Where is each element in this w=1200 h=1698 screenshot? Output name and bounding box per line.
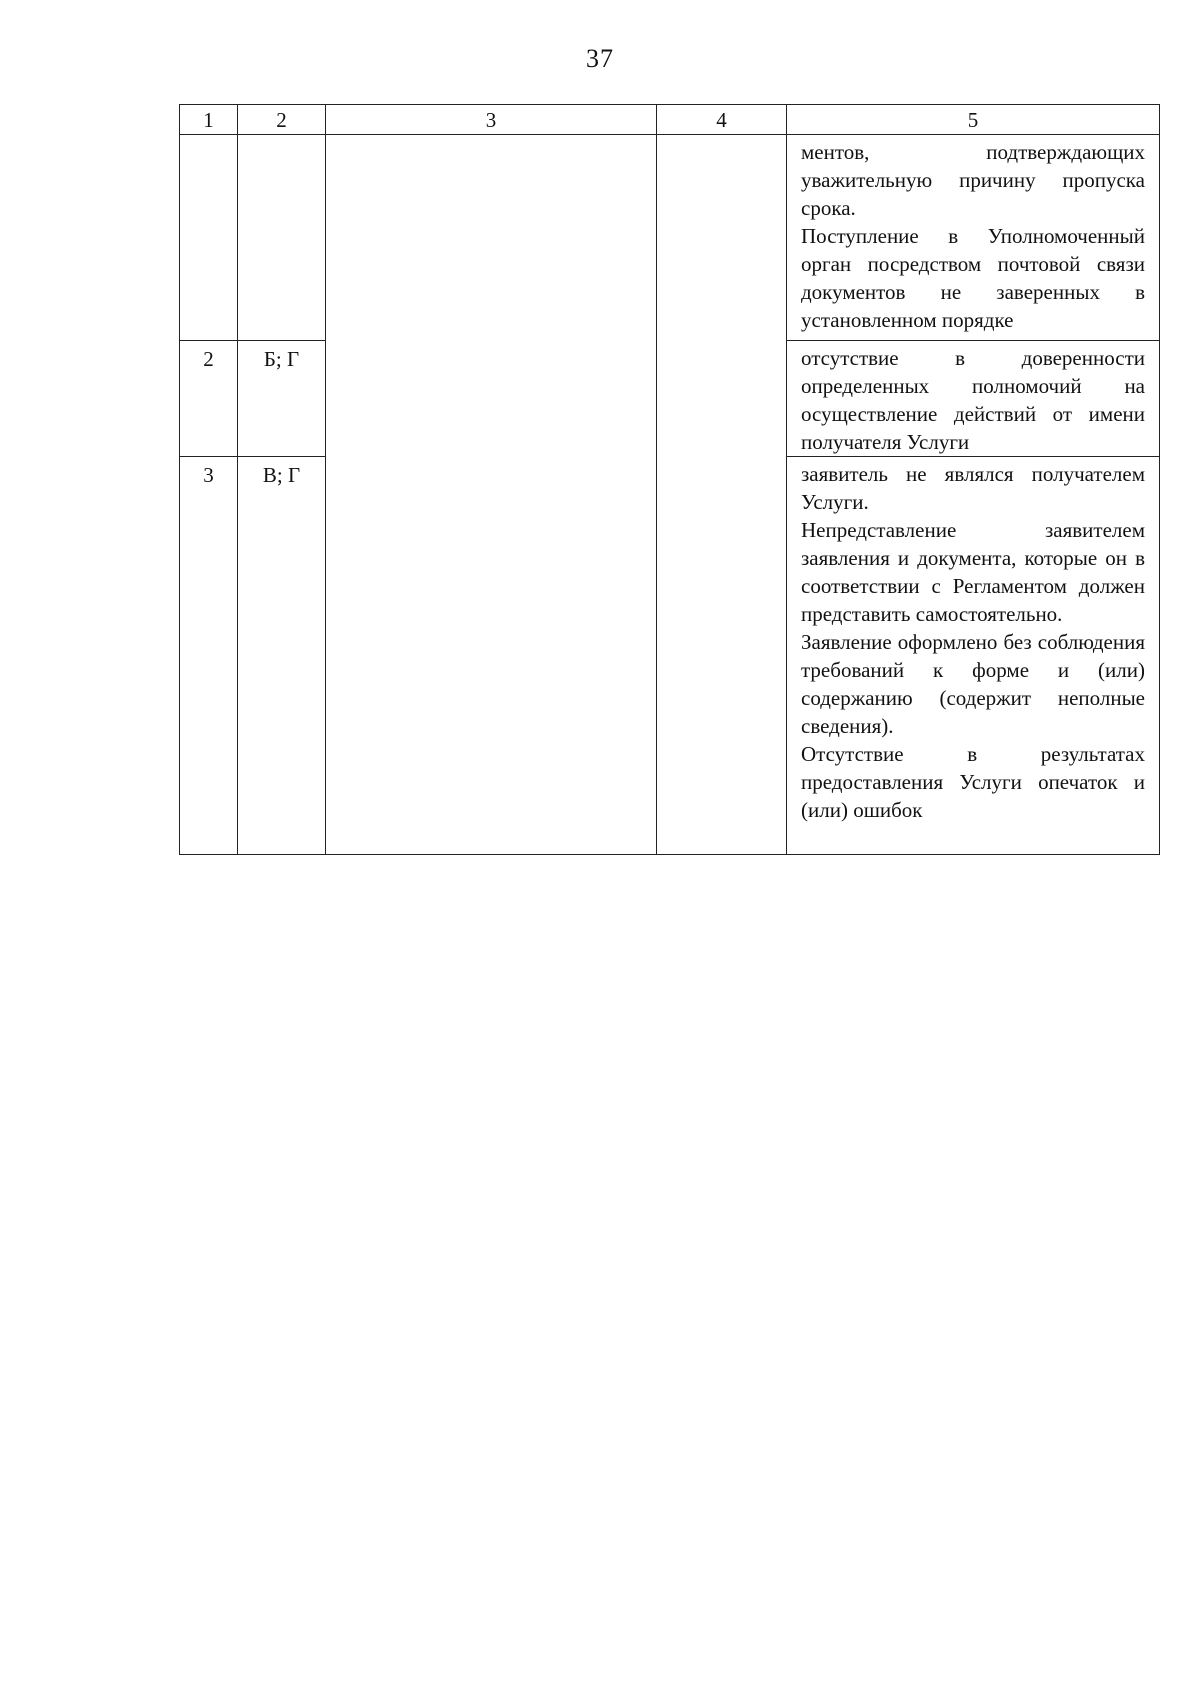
row-3-text-4: Отсутствие в результатах предоставления Услуги опечаток и (или) ошибок [801, 742, 1145, 822]
row-2-col-1: 2 [180, 341, 238, 457]
table-row [180, 135, 1160, 341]
row-1-col-1 [180, 135, 238, 341]
table-header-row [180, 105, 1160, 135]
row-1-col-2 [238, 135, 326, 341]
row-3-col-1: 3 [180, 457, 238, 855]
row-3-col-5 [787, 457, 1160, 855]
column-header-1: 1 [180, 105, 238, 135]
row-3-text-1: заявитель не являлся получателем Услуги. [801, 462, 1145, 514]
row-1-text-2: Поступление в Уполномоченный орган посредством почтовой связи документов не заверенных в установленном порядке [801, 224, 1145, 332]
row-2-col-2: Б; Г [238, 341, 326, 457]
row-3-text-3: Заявление оформлено без соблюдения требований к форме и (или) содержанию (содержит неполные сведения). [801, 630, 1145, 738]
merged-col-4 [657, 135, 787, 855]
row-1-text-1: ментов, подтверждающих уважительную причину пропуска срока. [801, 140, 1145, 220]
column-header-4: 4 [657, 105, 787, 135]
column-header-3: 3 [326, 105, 657, 135]
row-1-col-5 [787, 135, 1160, 341]
row-2-col-5 [787, 341, 1160, 457]
row-3-text-2: Непредставление заявителем заявления и документа, которые он в соответствии с Регламентом должен представить самостоятельно. [801, 518, 1145, 626]
row-3-col-2: В; Г [238, 457, 326, 855]
requirements-table [179, 104, 1160, 855]
row-2-text-1: отсутствие в доверенности определенных полномочий на осуществление действий от имени получателя Услуги [801, 346, 1145, 454]
column-header-5: 5 [787, 105, 1160, 135]
page-number: 37 [586, 44, 614, 73]
column-header-2: 2 [238, 105, 326, 135]
merged-col-3 [326, 135, 657, 855]
